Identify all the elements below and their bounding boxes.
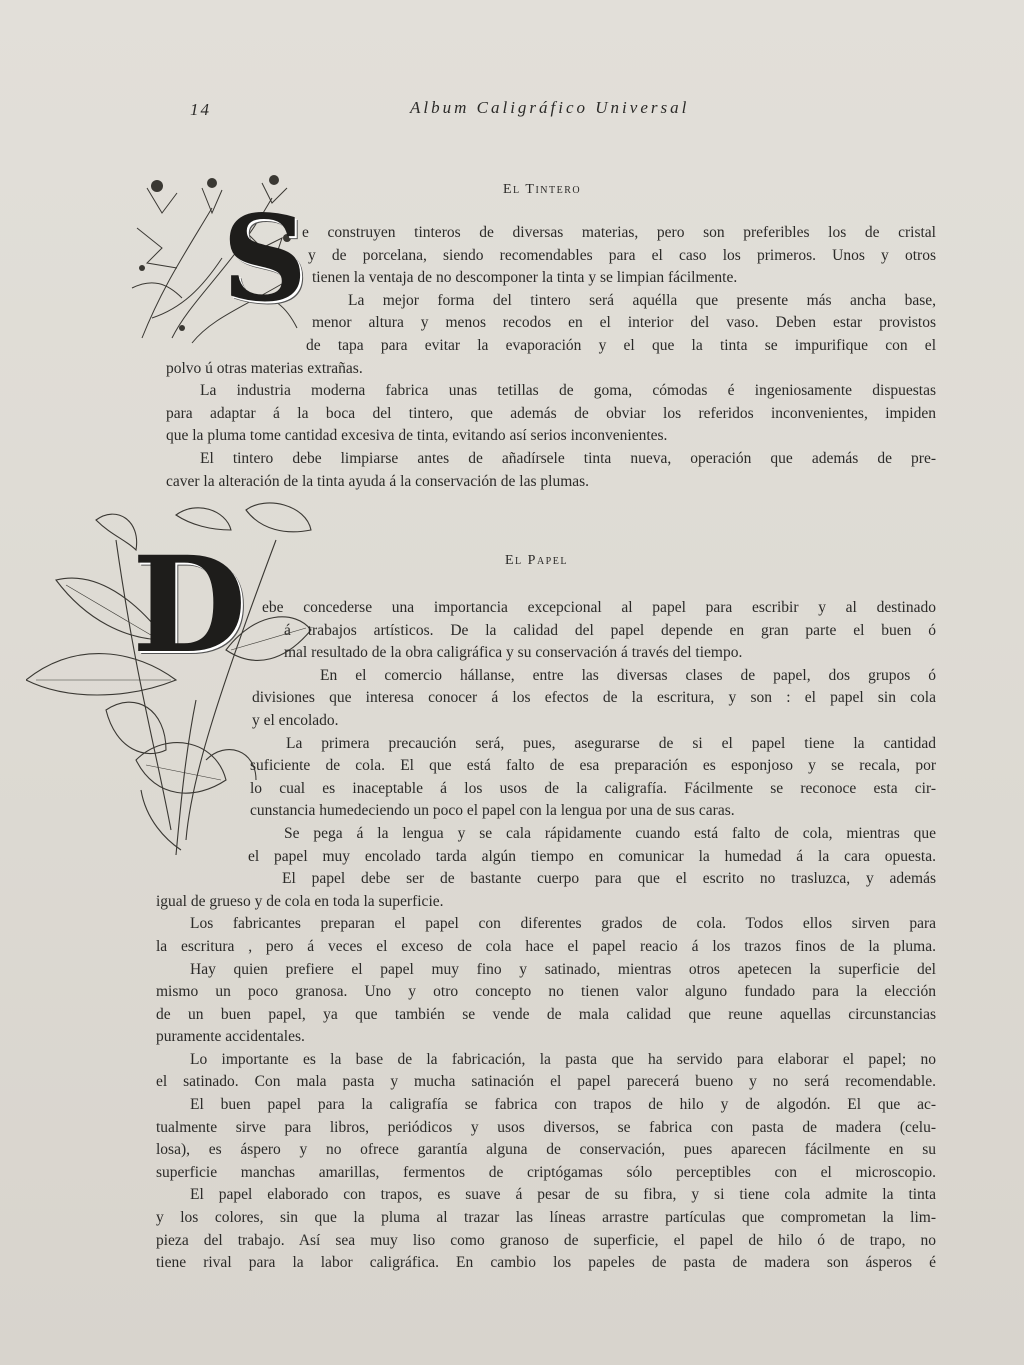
section-title-el-papel: El Papel bbox=[505, 553, 568, 568]
text-line: igual de grueso y de cola en toda la superficie. bbox=[156, 892, 444, 910]
section-body-tintero bbox=[166, 222, 936, 493]
text-line: Hay quien prefiere el papel muy fino y satinado, mientras otros apetecen la superficie del bbox=[190, 960, 936, 978]
text-line: polvo ú otras materias extrañas. bbox=[166, 359, 363, 377]
text-line: superficie manchas amarillas, fermentos de criptógamas sólo perceptibles con el microscopio. bbox=[156, 1163, 936, 1181]
text-line: cunstancia humedeciendo un poco el papel con la lengua por una de sus caras. bbox=[250, 802, 735, 820]
text-line: el satinado. Con mala pasta y mucha satinación el papel parecerá bueno y no será recomendable. bbox=[156, 1073, 936, 1091]
text-line: divisiones que interesa conocer á los efectos de la escritura, y son : el papel sin cola bbox=[252, 689, 936, 707]
text-line: mismo un poco granosa. Uno y otro concepto no tienen valor alguno fundado para la elección bbox=[156, 983, 936, 1001]
text-line: Se pega á la lengua y se cala rápidamente cuando está falto de cola, mientras que bbox=[284, 824, 936, 842]
running-header bbox=[190, 98, 710, 128]
text-line: La industria moderna fabrica unas tetillas de goma, cómodas é ingeniosamente dispuestas bbox=[200, 382, 936, 400]
text-line: La primera precaución será, pues, asegurarse de si el papel tiene la cantidad bbox=[286, 734, 936, 752]
text-line: En el comercio hállanse, entre las diversas clases de papel, dos grupos ó bbox=[320, 666, 936, 684]
text-line: de tapa para evitar la evaporación y el que la tinta se impurifique con el bbox=[306, 336, 936, 354]
text-line: e construyen tinteros de diversas materias, pero son preferibles los de cristal bbox=[302, 224, 936, 241]
text-line: El papel elaborado con trapos, es suave á pesar de su fibra, y si tiene cola admite la tinta bbox=[190, 1186, 936, 1204]
text-line: menor altura y menos recodos en el interior del vaso. Deben estar provistos bbox=[312, 314, 936, 332]
text-line: tienen la ventaja de no descomponer la tinta y se limpian fácilmente. bbox=[312, 269, 738, 287]
text-line: mal resultado de la obra caligráfica y su conservación á través del tiempo. bbox=[284, 644, 743, 662]
text-line: tiene rival para la labor caligráfica. En cambio los papeles de pasta de madera son ásperos é bbox=[156, 1254, 936, 1272]
page-number: 14 bbox=[190, 100, 211, 119]
text-line: y los colores, sin que la pluma al trazar las líneas arrastre partículas que comprometan la lim- bbox=[156, 1209, 936, 1227]
text-line: la escritura , pero á veces el exceso de cola hace el papel reacio á los trazos finos de la pluma. bbox=[156, 937, 936, 955]
text-line: losa), es áspero y no ofrece garantía alguna de conservación, pues aparecen fácilmente en su bbox=[156, 1141, 936, 1159]
text-line: que la pluma tome cantidad excesiva de tinta, evitando así serios inconvenientes. bbox=[166, 427, 668, 445]
text-line: El tintero debe limpiarse antes de añadírsele tinta nueva, operación que además de pre- bbox=[200, 449, 936, 467]
text-line: El buen papel para la caligrafía se fabrica con trapos de hilo y de algodón. El que ac- bbox=[190, 1096, 936, 1114]
text-line: y el encolado. bbox=[252, 711, 339, 729]
text-line: el papel muy encolado tarda algún tiempo en comunicar la humedad á la cara opuesta. bbox=[248, 847, 936, 865]
text-line: tualmente sirve para libros, periódicos y usos diversos, se fabrica con pasta de madera (celu- bbox=[156, 1118, 936, 1136]
text-line: ebe concederse una importancia excepcional al papel para escribir y al destinado bbox=[262, 599, 936, 616]
text-line: La mejor forma del tintero será aquélla que presente más ancha base, bbox=[348, 291, 936, 309]
text-line: El papel debe ser de bastante cuerpo para que el escrito no trasluzca, y además bbox=[282, 870, 936, 888]
section-title-el-tintero: El Tintero bbox=[503, 182, 582, 197]
text-line: lo cual es inaceptable á los usos de la caligrafía. Fácilmente se reconoce esta cir- bbox=[250, 779, 936, 797]
text-line: Los fabricantes preparan el papel con diferentes grados de cola. Todos ellos sirven para bbox=[190, 915, 936, 933]
section-body-papel bbox=[156, 597, 936, 1275]
drop-cap-s: S bbox=[222, 189, 308, 328]
text-line: caver la alteración de la tinta ayuda á la conservación de las plumas. bbox=[166, 472, 590, 490]
text-line: suficiente de cola. El que está falto de esa preparación es esponjoso y se recala, por bbox=[250, 757, 936, 775]
text-line: para adaptar á la boca del tintero, que además de obviar los referidos inconvenientes, impiden bbox=[166, 404, 936, 422]
text-line: á trabajos artísticos. De la calidad del papel depende en gran parte el buen ó bbox=[284, 621, 936, 639]
text-line: y de porcelana, siendo recomendables para el caso los primeros. Unos y otros bbox=[308, 246, 936, 264]
drop-cap-d: D bbox=[132, 528, 247, 683]
text-line: Lo importante es la base de la fabricación, la pasta que ha servido para elaborar el papel; no bbox=[190, 1050, 936, 1068]
text-line: de un buen papel, ya que también se vende de mala calidad que reune aquellas circunstancias bbox=[156, 1005, 936, 1023]
text-line: puramente accidentales. bbox=[156, 1028, 305, 1046]
running-title: Album Caligráfico Universal bbox=[410, 98, 690, 117]
text-line: pieza del trabajo. Así sea muy liso como granoso de superficie, el papel de hilo ó de trapo, no bbox=[156, 1231, 936, 1249]
